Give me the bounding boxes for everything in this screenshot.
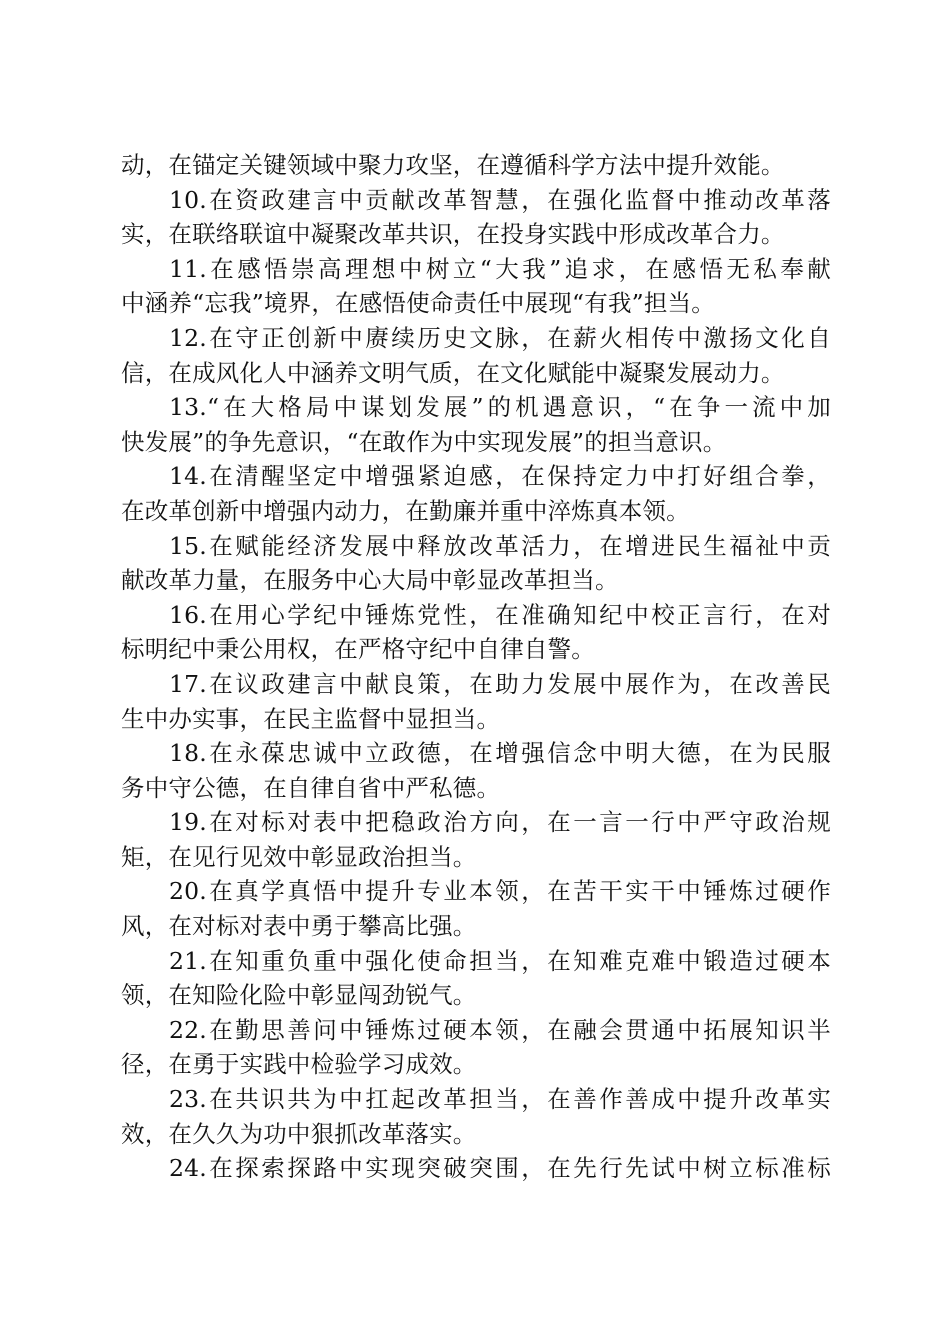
text-line: 24.在探索探路中实现突破突围，在先行先试中树立标准标 bbox=[169, 1154, 831, 1183]
text-line: 13.“在大格局中谋划发展”的机遇意识，“在争一流中加 bbox=[169, 393, 831, 422]
paragraph-15 bbox=[121, 529, 831, 598]
paragraph-21 bbox=[121, 944, 831, 1013]
text-line: 23.在共识共为中扛起改革担当，在善作善成中提升改革实 bbox=[169, 1085, 831, 1114]
text-line: 矩，在见行见效中彰显政治担当。 bbox=[121, 842, 477, 871]
paragraph-9-continuation bbox=[121, 148, 831, 183]
text-line: 风，在对标对表中勇于攀高比强。 bbox=[121, 912, 477, 941]
paragraph-14 bbox=[121, 459, 831, 528]
text-line: 16.在用心学纪中锤炼党性，在准确知纪中校正言行，在对 bbox=[169, 600, 831, 629]
text-line: 10.在资政建言中贡献改革智慧，在强化监督中推动改革落 bbox=[169, 185, 831, 214]
text-line: 实，在联络联谊中凝聚改革共识，在投身实践中形成改革合力。 bbox=[121, 220, 785, 249]
text-line: 信，在成风化人中涵养文明气质，在文化赋能中凝聚发展动力。 bbox=[121, 358, 785, 387]
text-line: 献改革力量，在服务中心大局中彰显改革担当。 bbox=[121, 566, 619, 595]
text-line: 19.在对标对表中把稳政治方向，在一言一行中严守政治规 bbox=[169, 808, 831, 837]
text-line: 动，在锚定关键领域中聚力攻坚，在遵循科学方法中提升效能。 bbox=[121, 151, 785, 179]
text-line: 生中办实事，在民主监督中显担当。 bbox=[121, 704, 501, 733]
paragraph-12 bbox=[121, 321, 831, 390]
text-line: 领，在知险化险中彰显闯劲锐气。 bbox=[121, 981, 477, 1010]
text-line: 15.在赋能经济发展中释放改革活力，在增进民生福祉中贡 bbox=[169, 531, 831, 560]
paragraph-17 bbox=[121, 667, 831, 736]
document-page bbox=[121, 148, 831, 1186]
text-line: 14.在清醒坚定中增强紧迫感，在保持定力中打好组合拳， bbox=[169, 462, 831, 491]
text-line: 标明纪中秉公用权，在严格守纪中自律自警。 bbox=[121, 635, 595, 664]
text-line: 18.在永葆忠诚中立政德，在增强信念中明大德，在为民服 bbox=[169, 739, 831, 768]
text-line: 11.在感悟崇高理想中树立“大我”追求，在感悟无私奉献 bbox=[169, 254, 831, 283]
text-line: 21.在知重负重中强化使命担当，在知难克难中锻造过硬本 bbox=[169, 946, 831, 975]
text-line: 务中守公德，在自律自省中严私德。 bbox=[121, 773, 501, 802]
text-line: 22.在勤思善问中锤炼过硬本领，在融会贯通中拓展知识半 bbox=[169, 1015, 831, 1044]
paragraph-19 bbox=[121, 805, 831, 874]
text-line: 快发展”的争先意识，“在敢作为中实现发展”的担当意识。 bbox=[121, 427, 727, 456]
paragraph-10 bbox=[121, 183, 831, 252]
text-line: 径，在勇于实践中检验学习成效。 bbox=[121, 1050, 477, 1079]
paragraph-20 bbox=[121, 874, 831, 943]
text-line: 17.在议政建言中献良策，在助力发展中展作为，在改善民 bbox=[169, 669, 831, 698]
paragraph-11 bbox=[121, 252, 831, 321]
text-line: 中涵养“忘我”境界，在感悟使命责任中展现“有我”担当。 bbox=[121, 289, 715, 318]
paragraph-23 bbox=[121, 1082, 831, 1151]
text-line: 12.在守正创新中赓续历史文脉，在薪火相传中激扬文化自 bbox=[169, 323, 831, 352]
paragraph-18 bbox=[121, 736, 831, 805]
text-line: 在改革创新中增强内动力，在勤廉并重中淬炼真本领。 bbox=[121, 496, 690, 525]
text-line: 效，在久久为功中狠抓改革落实。 bbox=[121, 1119, 477, 1148]
paragraph-22 bbox=[121, 1013, 831, 1082]
paragraph-13 bbox=[121, 390, 831, 459]
text-line: 20.在真学真悟中提升专业本领，在苦干实干中锤炼过硬作 bbox=[169, 877, 831, 906]
paragraph-24 bbox=[121, 1151, 831, 1186]
paragraph-16 bbox=[121, 598, 831, 667]
